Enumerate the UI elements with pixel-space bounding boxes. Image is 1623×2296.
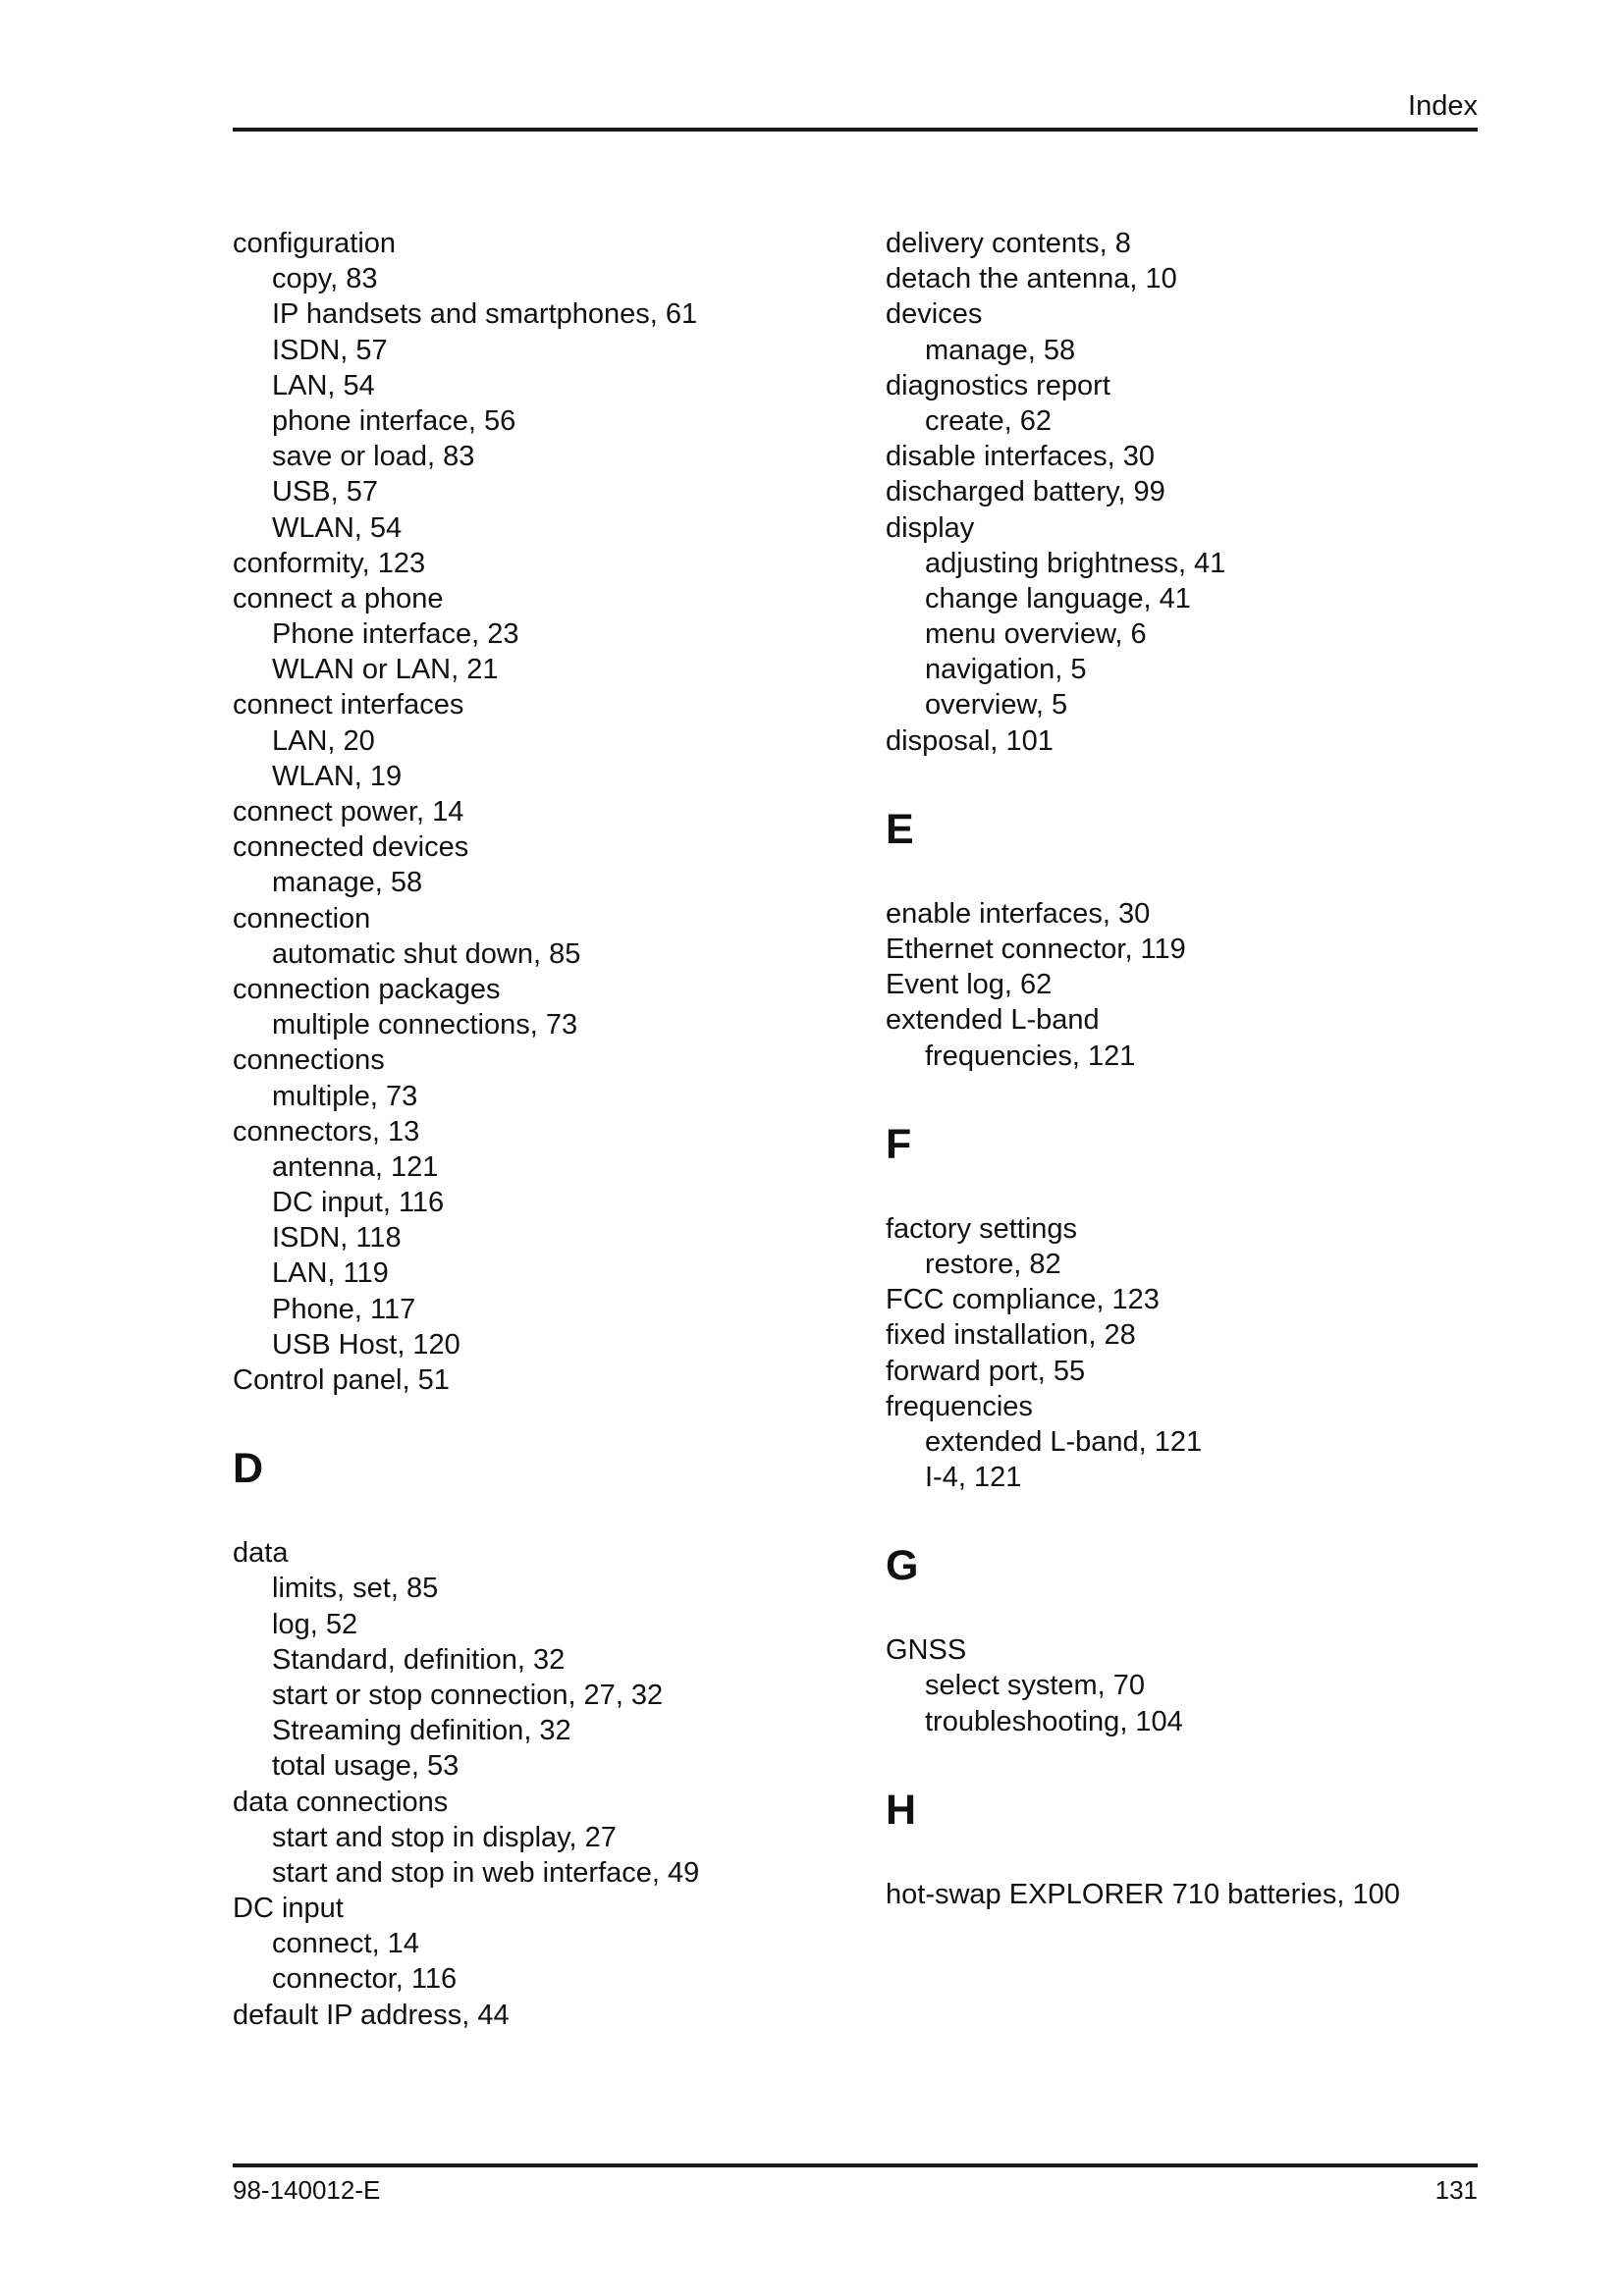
index-subentry: multiple, 73 [272, 1080, 418, 1112]
index-group [886, 1211, 1494, 1496]
index-subentry: ISDN, 118 [272, 1222, 402, 1255]
index-subentry: navigation, 5 [925, 654, 1087, 686]
index-entry: display [886, 511, 975, 544]
index-entry: GNSS [886, 1634, 967, 1667]
section-letter: G [886, 1542, 919, 1590]
index-subentry: multiple connections, 73 [272, 1009, 578, 1041]
index-group [233, 1535, 841, 2033]
index-entry: devices [886, 298, 983, 331]
index-group [233, 226, 841, 1398]
index-subentry: antenna, 121 [272, 1150, 439, 1183]
index-entry: connect a phone [233, 582, 444, 614]
index-subentry: limits, set, 85 [272, 1573, 439, 1605]
index-entry: connected devices [233, 831, 469, 864]
index-entry: frequencies [886, 1390, 1033, 1422]
index-subentry: change language, 41 [925, 582, 1191, 614]
index-column-left [233, 226, 841, 2033]
index-subentry: LAN, 20 [272, 724, 375, 757]
index-group [886, 226, 1494, 759]
index-entry: data [233, 1537, 289, 1570]
index-entry: detach the antenna, 10 [886, 263, 1177, 295]
index-entry: connection packages [233, 973, 501, 1005]
index-subentry: Streaming definition, 32 [272, 1715, 571, 1747]
index-entry: FCC compliance, 123 [886, 1284, 1160, 1316]
index-subentry: adjusting brightness, 41 [925, 547, 1226, 579]
index-subentry: extended L-band, 121 [925, 1425, 1203, 1458]
index-entry: discharged battery, 99 [886, 476, 1165, 508]
index-subentry: phone interface, 56 [272, 404, 516, 437]
index-section-e [886, 759, 1494, 1074]
index-subentry: WLAN or LAN, 21 [272, 654, 499, 686]
index-entry: diagnostics report [886, 369, 1110, 401]
section-letter: F [886, 1120, 912, 1168]
index-subentry: automatic shut down, 85 [272, 937, 581, 970]
page-header-title: Index [1408, 90, 1478, 122]
index-section-d [233, 1398, 841, 2033]
index-group [886, 1632, 1494, 1739]
index-entry: connections [233, 1044, 385, 1077]
index-subentry: copy, 83 [272, 263, 378, 295]
index-entry: connect power, 14 [233, 796, 464, 828]
index-subentry: IP handsets and smartphones, 61 [272, 298, 698, 331]
index-subentry: manage, 58 [925, 334, 1076, 366]
index-entry: extended L-band [886, 1004, 1100, 1037]
section-letter: E [886, 805, 914, 853]
index-entry: DC input [233, 1893, 344, 1925]
index-subentry: start and stop in web interface, 49 [272, 1856, 700, 1889]
index-entry: fixed installation, 28 [886, 1319, 1136, 1352]
index-entry: conformity, 123 [233, 547, 426, 579]
index-entry: disable interfaces, 30 [886, 441, 1156, 473]
index-entry: connect interfaces [233, 689, 464, 721]
index-group [886, 896, 1494, 1074]
index-entry: hot-swap EXPLORER 710 batteries, 100 [886, 1878, 1400, 1910]
index-column-right [886, 226, 1494, 1912]
index-subentry: start or stop connection, 27, 32 [272, 1679, 664, 1711]
index-subentry: save or load, 83 [272, 441, 475, 473]
index-subentry: USB Host, 120 [272, 1328, 460, 1361]
index-subentry: USB, 57 [272, 476, 378, 508]
index-subentry: select system, 70 [925, 1670, 1146, 1702]
index-entry: Control panel, 51 [233, 1364, 450, 1396]
index-subentry: manage, 58 [272, 867, 423, 899]
index-subentry: I-4, 121 [925, 1462, 1022, 1494]
index-section-h [886, 1739, 1494, 1912]
index-entry: connection [233, 902, 371, 934]
index-subentry: frequencies, 121 [925, 1040, 1136, 1072]
footer-document-number: 98-140012-E [233, 2175, 381, 2205]
index-entry: disposal, 101 [886, 724, 1054, 757]
index-entry: connectors, 13 [233, 1115, 420, 1148]
index-subentry: connect, 14 [272, 1928, 419, 1960]
index-subentry: log, 52 [272, 1608, 358, 1640]
index-subentry: LAN, 54 [272, 369, 375, 401]
index-entry: Event log, 62 [886, 969, 1053, 1001]
index-entry: forward port, 55 [886, 1355, 1086, 1387]
index-entry: Ethernet connector, 119 [886, 934, 1186, 965]
header-rule [233, 128, 1478, 132]
index-group [886, 1877, 1494, 1912]
index-subentry: overview, 5 [925, 689, 1068, 721]
index-subentry: connector, 116 [272, 1963, 458, 1996]
index-subentry: Standard, definition, 32 [272, 1643, 566, 1676]
index-subentry: start and stop in display, 27 [272, 1821, 617, 1853]
footer-rule [233, 2163, 1478, 2167]
index-entry: data connections [233, 1786, 449, 1818]
index-subentry: create, 62 [925, 404, 1052, 437]
index-subentry: ISDN, 57 [272, 334, 388, 366]
index-entry: factory settings [886, 1212, 1078, 1245]
index-subentry: restore, 82 [925, 1248, 1061, 1280]
index-subentry: Phone, 117 [272, 1293, 416, 1325]
index-subentry: total usage, 53 [272, 1750, 460, 1783]
index-entry: configuration [233, 228, 397, 259]
index-subentry: troubleshooting, 104 [925, 1705, 1183, 1737]
index-section-f [886, 1074, 1494, 1496]
index-subentry: WLAN, 19 [272, 760, 403, 792]
index-subentry: LAN, 119 [272, 1257, 389, 1290]
index-entry: default IP address, 44 [233, 1999, 510, 2031]
index-entry: enable interfaces, 30 [886, 897, 1151, 930]
section-letter: D [233, 1445, 264, 1493]
section-letter: H [886, 1786, 917, 1834]
index-subentry: DC input, 116 [272, 1187, 445, 1219]
index-entry: delivery contents, 8 [886, 228, 1131, 259]
index-section-g [886, 1495, 1494, 1739]
index-subentry: menu overview, 6 [925, 618, 1147, 651]
index-subentry: Phone interface, 23 [272, 618, 519, 651]
index-subentry: WLAN, 54 [272, 511, 403, 544]
footer-page-number: 131 [1434, 2175, 1478, 2205]
